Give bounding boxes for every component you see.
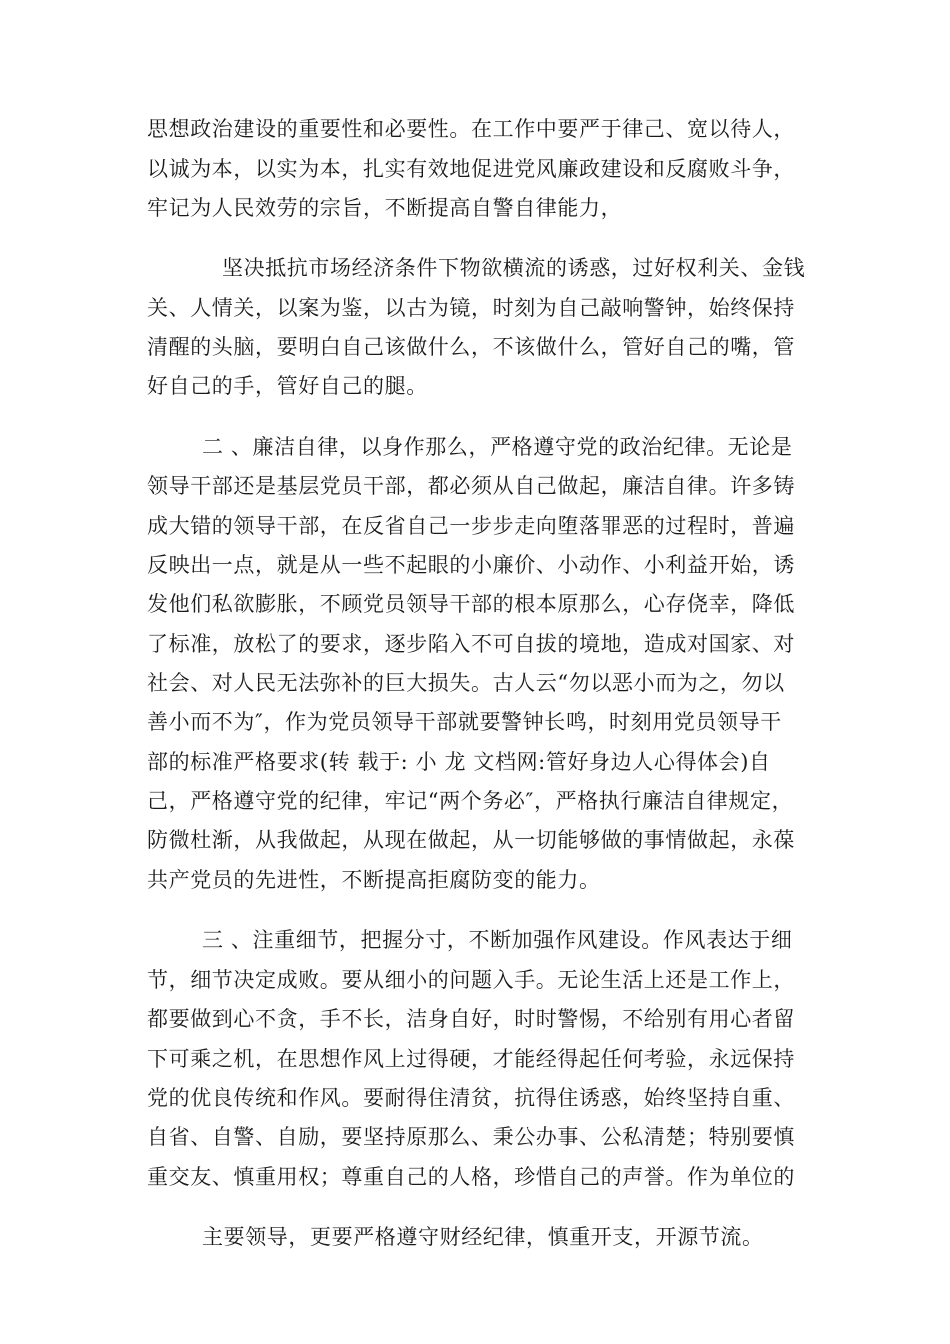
text-line: 重交友、慎重用权；尊重自己的人格，珍惜自己的声誉。作为单位的	[147, 1165, 795, 1189]
text-line: 好自己的手，管好自己的腿。	[147, 374, 428, 398]
text-line: 成大错的领导干部，在反省自己一步步走向堕落罪恶的过程时，普遍	[147, 514, 795, 538]
text-line: 防微杜渐，从我做起，从现在做起，从一切能够做的事情做起，永葆	[147, 828, 795, 852]
section-heading-line: 二 、廉洁自律，以身作那么，严格遵守党的政治纪律。无论是	[202, 435, 793, 459]
text-line: 共产党员的先进性，不断提高拒腐防变的能力。	[147, 868, 601, 892]
paragraph-first-line: 坚决抵抗市场经济条件下物欲横流的诱惑，过好权利关、金钱	[222, 256, 806, 280]
text-line: 下可乘之机，在思想作风上过得硬，才能经得起任何考验，永远保持	[147, 1047, 795, 1071]
text-line: 了标准，放松了的要求，逐步陷入不可自拔的境地，造成对国家、对	[147, 632, 795, 656]
section-heading-line: 三 、注重细节，把握分寸，不断加强作风建设。作风表达于细	[202, 928, 793, 952]
text-line: 都要做到心不贪，手不长，洁身自好，时时警惕，不给别有用心者留	[147, 1007, 795, 1031]
text-line: 关、人情关，以案为鉴，以古为镜，时刻为自己敲响警钟，始终保持	[147, 296, 795, 320]
text-line: 社会、对人民无法弥补的巨大损失。古人云“勿以恶小而为之，勿以	[147, 671, 785, 695]
text-line: 党的优良传统和作风。要耐得住清贫，抗得住诱惑，始终坚持自重、	[147, 1086, 795, 1110]
text-line: 主要领导，更要严格遵守财经纪律，慎重开支，开源节流。	[202, 1225, 764, 1249]
text-line: 领导干部还是基层党员干部，都必须从自己做起，廉洁自律。许多铸	[147, 474, 795, 498]
text-line: 发他们私欲膨胀，不顾党员领导干部的根本原那么，心存侥幸，降低	[147, 592, 795, 616]
text-line: 善小而不为″，作为党员领导干部就要警钟长鸣，时刻用党员领导干	[147, 710, 782, 734]
text-line: 部的标准严格要求(转 载于: 小 龙 文档网:管好身边人心得体会)自	[147, 750, 771, 774]
text-line: 牢记为人民效劳的宗旨，不断提高自警自律能力，	[147, 196, 623, 220]
text-line: 思想政治建设的重要性和必要性。在工作中要严于律己、宽以待人，	[147, 117, 795, 141]
text-line: 反映出一点，就是从一些不起眼的小廉价、小动作、小利益开始，诱	[147, 553, 795, 577]
text-line: 己，严格遵守党的纪律，牢记“两个务必″，严格执行廉洁自律规定，	[147, 789, 794, 813]
text-line: 节，细节决定成败。要从细小的问题入手。无论生活上还是工作上，	[147, 968, 795, 992]
text-line: 自省、自警、自励，要坚持原那么、秉公办事、公私清楚；特别要慎	[147, 1125, 795, 1149]
text-line: 清醒的头脑，要明白自己该做什么，不该做什么，管好自己的嘴，管	[147, 335, 795, 359]
text-line: 以诚为本，以实为本，扎实有效地促进党风廉政建设和反腐败斗争，	[147, 157, 795, 181]
